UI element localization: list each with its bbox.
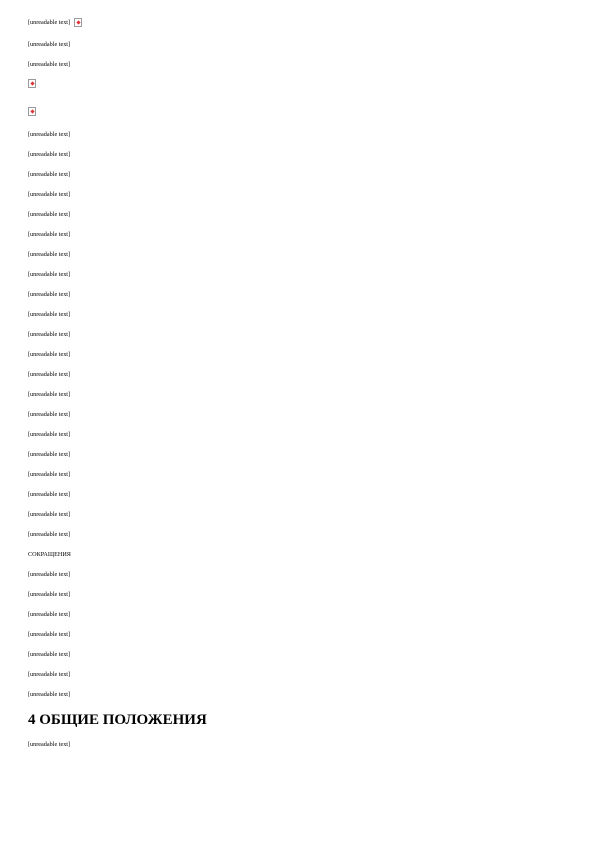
paragraph-frontal: [unreadable text] [28, 151, 71, 158]
paragraph-3-23: [unreadable text] [28, 531, 71, 538]
paragraph-mixed: [unreadable text] [28, 211, 71, 218]
paragraph-practicum: [unreadable text] [28, 331, 71, 338]
section-paragraph: [unreadable text] [28, 741, 71, 748]
paragraph-3-22: [unreadable text] [28, 511, 71, 518]
broken-image-icon [28, 107, 36, 116]
paragraph-specialized-room: [unreadable text] [28, 291, 71, 298]
abbreviation-item: [unreadable text] [28, 631, 71, 638]
paragraph-resource-center: [unreadable text] [28, 391, 71, 398]
broken-image-icon [74, 18, 82, 27]
paragraph-classroom: [unreadable text] [28, 251, 71, 258]
paragraph-lab-practicum: [unreadable text] [28, 371, 71, 378]
section-title: 4 ОБЩИЕ ПОЛОЖЕНИЯ [28, 712, 207, 728]
abbreviation-item: [unreadable text] [28, 671, 71, 678]
examples-label: [unreadable text] [28, 61, 71, 68]
paragraph-group: [unreadable text] [28, 171, 71, 178]
abbreviation-item: [unreadable text] [28, 571, 71, 578]
paragraph-3-15: [unreadable text] [28, 41, 71, 48]
example-row-1 [28, 18, 567, 27]
heading-3-16: [unreadable text] [28, 131, 71, 138]
heading-3-17: [unreadable text] [28, 231, 71, 238]
abbreviation-item: [unreadable text] [28, 591, 71, 598]
paragraph-3-18: [unreadable text] [28, 431, 71, 438]
paragraph-study-section: [unreadable text] [28, 411, 71, 418]
paragraph-3-19: [unreadable text] [28, 451, 71, 458]
paragraph-3-20: [unreadable text] [28, 471, 71, 478]
paragraph-study-room: [unreadable text] [28, 271, 71, 278]
abbreviation-item: [unreadable text] [28, 651, 71, 658]
abbreviation-item: [unreadable text] [28, 691, 71, 698]
paragraph-lab-assistant: [unreadable text] [28, 351, 71, 358]
paragraph-3-21: [unreadable text] [28, 491, 71, 498]
abbreviation-item: [unreadable text] [28, 611, 71, 618]
paragraph-laboratory: [unreadable text] [28, 311, 71, 318]
paragraph-individual: [unreadable text] [28, 191, 71, 198]
broken-image-icon [28, 79, 36, 88]
abbreviations-title: СОКРАЩЕНИЯ [28, 551, 71, 558]
example-label: [unreadable text] [28, 18, 71, 26]
